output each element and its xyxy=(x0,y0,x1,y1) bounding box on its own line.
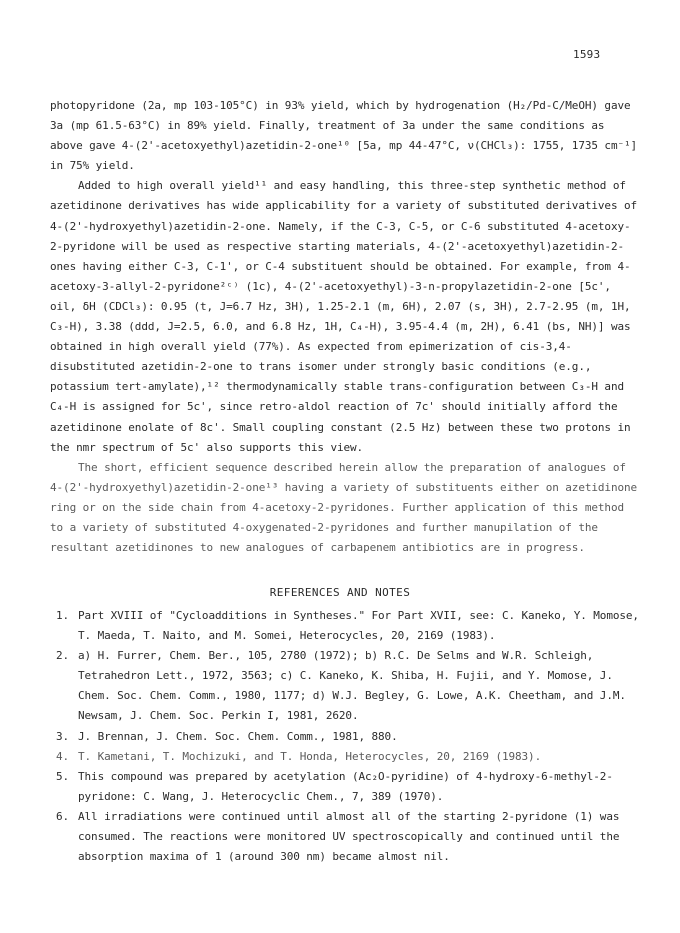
reference-number: 6. xyxy=(56,809,70,823)
reference-text: All irradiations were continued until almost all of the starting 2-pyridone (1) was consumed. The reactions were monitored UV spectroscopically and continued until the absorption maxima of 1 (around 300 nm) became almost nil. xyxy=(78,809,620,864)
reference-item xyxy=(50,646,644,726)
reference-text: a) H. Furrer, Chem. Ber., 105, 2780 (1972); b) R.C. De Selms and W.R. Schleigh, Tetrahedron Lett., 1972, 3563; c) C. Kaneko, K. Shiba, H. Fujii, and Y. Momose, J. Chem. Soc. Chem. Comm., 1980, 1177; d) W.J. Begley, G. Lowe, A.K. Cheetham, and J.M. Newsam, J. Chem. Soc. Perkin I, 1981, 2620. xyxy=(78,649,626,723)
reference-number: 2. xyxy=(56,649,70,663)
reference-item xyxy=(50,727,644,747)
reference-item xyxy=(50,767,644,807)
references-heading: REFERENCES AND NOTES xyxy=(269,586,411,599)
paragraph: photopyridone (2a, mp 103-105°C) in 93% yield, which by hydrogenation (H₂/Pd-C/MeOH) gave 3a (mp 61.5-63°C) in 89% yield. Finally, treatment of 3a under the same conditions as above gave 4-(2'-acetoxyethyl)azetidin-2-one¹⁰ [5a, mp 44-47°C, ν(CHCl₃): 1755, 1735 cm⁻¹] in 75% yield. xyxy=(50,99,638,173)
paragraph: The short, efficient sequence described herein allow the preparation of analogues of 4-(2'-hydroxyethyl)azetidin-2-one¹³ having a variety of substituents either on azetidinone ring or on the side chain from 4-acetoxy-2-pyridones. Further application of this method to a variety of substituted 4-oxygenated-2-pyridones and further manupilation of the resultant azetidinones to new analogues of carbapenem antibiotics are in progress. xyxy=(50,460,638,555)
reference-item xyxy=(50,747,644,767)
reference-item xyxy=(50,807,644,867)
reference-text: J. Brennan, J. Chem. Soc. Chem. Comm., 1981, 880. xyxy=(78,729,398,743)
page-number: 1593 xyxy=(573,48,601,61)
reference-number: 5. xyxy=(56,769,70,783)
body-text xyxy=(50,96,640,558)
reference-number: 1. xyxy=(56,609,70,622)
reference-text: This compound was prepared by acetylation (Ac₂O-pyridine) of 4-hydroxy-6-methyl-2-pyridone: C. Wang, J. Heterocyclic Chem., 7, 389 (1970). xyxy=(78,769,613,803)
reference-item xyxy=(50,606,644,646)
reference-number: 3. xyxy=(56,729,70,743)
paragraph: Added to high overall yield¹¹ and easy handling, this three-step synthetic method of azetidinone derivatives has wide applicability for a variety of substituted derivatives of 4-(2'-hydroxyethyl)azetidin-2-one. Namely, if the C-3, C-5, or C-6 substituted 4-acetoxy-2-pyridone will be used as respective starting materials, 4-(2'-acetoxyethyl)azetidin-2-ones having either C-3, C-1', or C-4 substituent should be obtained. For example, from 4-acetoxy-3-allyl-2-pyridone²ᶜ⁾ (1c), 4-(2'-acetoxyethyl)-3-n-propylazetidin-2-one [5c', oil, δH (CDCl₃): 0.95 (t, J=6.7 Hz, 3H), 1.25-2.1 (m, 6H), 2.07 (s, 3H), 2.7-2.95 (m, 1H, C₃-H), 3.38 (ddd, J=2.5, 6.0, and 6.8 Hz, 1H, C₄-H), 3.95-4.4 (m, 2H), 6.41 (bs, NH)] was obtained in high overall yield (77%). As expected from epimerization of cis-3,4-disubstituted azetidin-2-one to trans isomer under strongly basic conditions (e.g., potassium tert-amylate),¹² thermodynamically stable trans-configuration between C₃-H and C₄-H is assigned for 5c', since retro-aldol reaction of 7c' should initially afford the azetidinone enolate of 8c'. Small coupling constant (2.5 Hz) between these two protons in the nmr spectrum of 5c' also supports this view. xyxy=(50,179,638,454)
reference-number: 4. xyxy=(56,749,70,763)
reference-text: T. Kametani, T. Mochizuki, and T. Honda, Heterocycles, 20, 2169 (1983). xyxy=(78,749,542,763)
references-list xyxy=(50,606,644,867)
reference-text: Part XVIII of "Cycloadditions in Syntheses." For Part XVII, see: C. Kaneko, Y. Momose, T. Maeda, T. Naito, and M. Somei, Heterocycles, 20, 2169 (1983). xyxy=(78,609,639,643)
